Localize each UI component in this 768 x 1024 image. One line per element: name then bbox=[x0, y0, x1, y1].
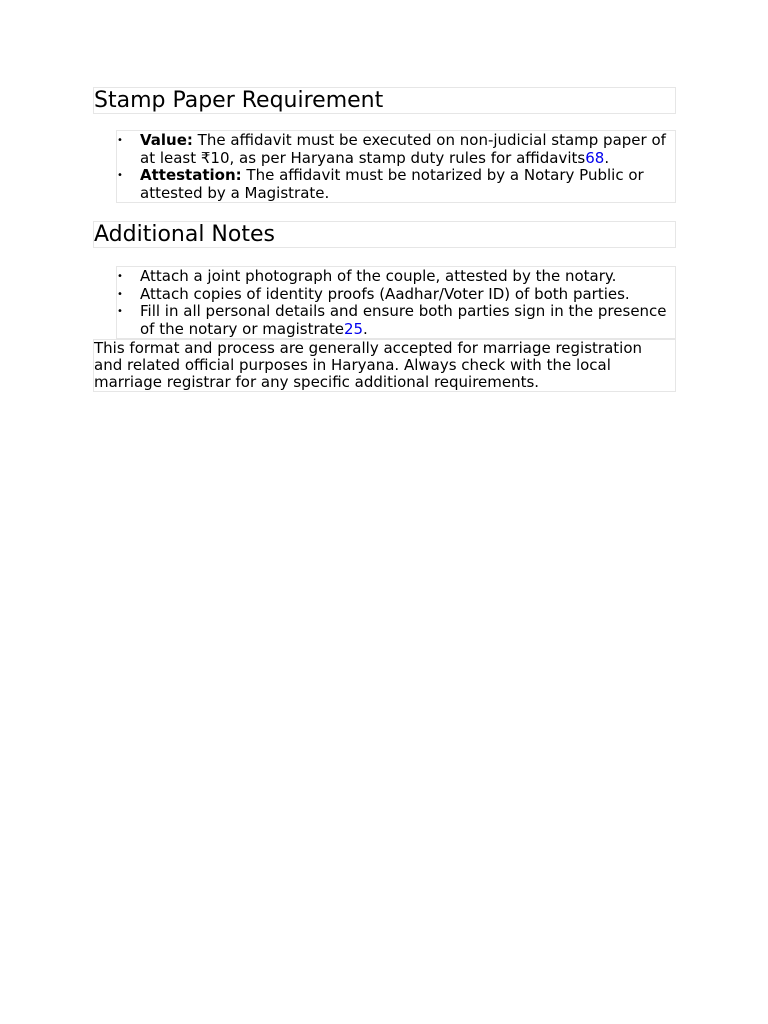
additional-notes-list bbox=[116, 266, 676, 339]
bullet-icon: • bbox=[117, 288, 123, 300]
section-heading-stamp-paper: Stamp Paper Requirement bbox=[93, 87, 676, 114]
list-item-value bbox=[117, 132, 675, 167]
citation-link[interactable]: 25 bbox=[343, 319, 364, 338]
spacer bbox=[93, 203, 676, 221]
bullet-icon: • bbox=[117, 306, 123, 317]
citation-link[interactable]: 68 bbox=[585, 148, 605, 167]
item-text: Fill in all personal details and ensure both parties sign in the presence of the notary or magistrate bbox=[140, 302, 667, 338]
section-heading-additional-notes: Additional Notes bbox=[93, 221, 676, 248]
bullet-icon: • bbox=[117, 135, 123, 146]
item-label: Attestation: bbox=[140, 166, 242, 184]
item-text: The affidavit must be notarized by a Notary Public or attested by a Magistrate. bbox=[140, 166, 644, 202]
item-suffix: . bbox=[604, 148, 610, 167]
spacer bbox=[93, 114, 676, 130]
item-text: Attach copies of identity proofs (Aadhar/Voter ID) of both parties. bbox=[140, 284, 630, 303]
list-item-identity-proofs bbox=[117, 286, 675, 304]
list-item-attestation bbox=[117, 167, 675, 202]
document-body bbox=[93, 87, 676, 392]
item-text: Attach a joint photograph of the couple, attested by the notary. bbox=[140, 267, 617, 285]
bullet-icon: • bbox=[117, 170, 123, 181]
list-item-personal-details bbox=[117, 303, 675, 338]
item-label: Value: bbox=[140, 131, 193, 149]
item-suffix: . bbox=[363, 319, 368, 338]
stamp-requirements-list bbox=[116, 130, 676, 203]
spacer bbox=[93, 248, 676, 266]
bullet-icon: • bbox=[117, 271, 123, 282]
item-text: The affidavit must be executed on non-judicial stamp paper of at least ₹10, as per Haryana stamp duty rules for affidavits bbox=[140, 131, 666, 167]
list-item-photograph bbox=[117, 268, 675, 286]
closing-paragraph: This format and process are generally accepted for marriage registration and related official purposes in Haryana. Always check with the local marriage registrar for any specific additional requirements. bbox=[93, 339, 676, 392]
